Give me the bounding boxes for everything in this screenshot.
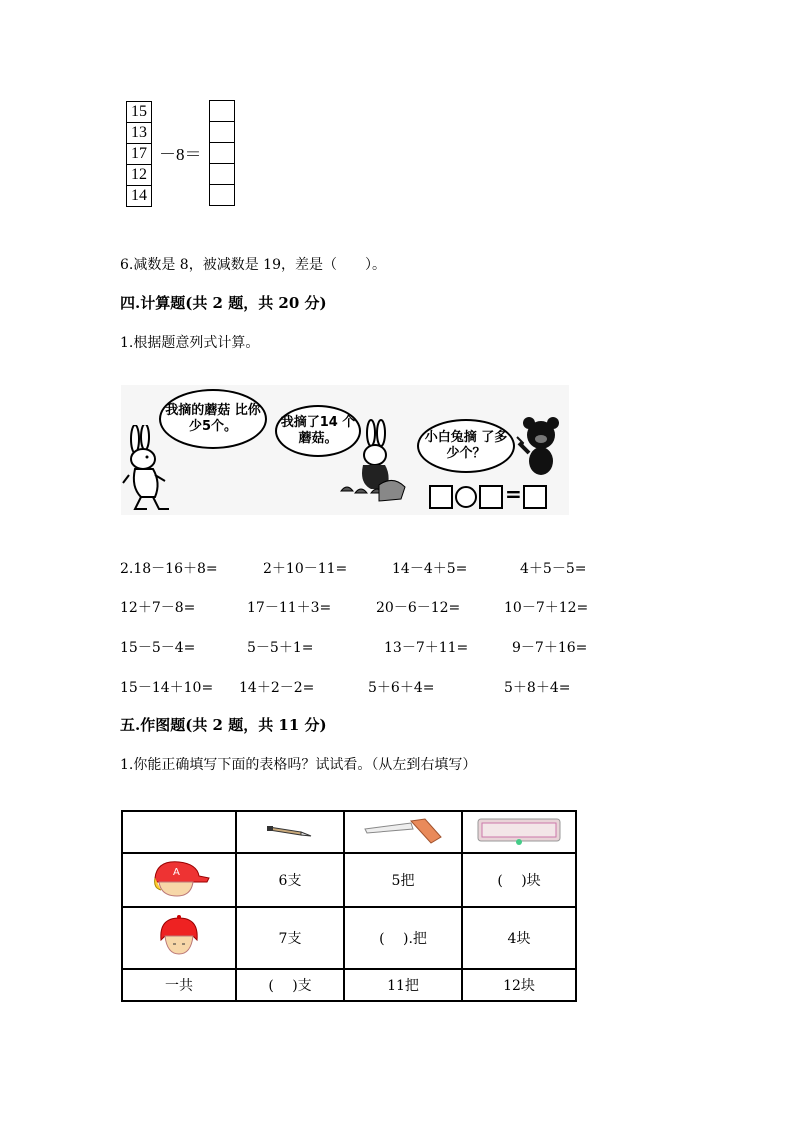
story-illustration (121, 385, 569, 515)
speech-bubble-1: 我摘的蘑菇 比你少5个。 (159, 389, 267, 449)
row-label-cell (122, 907, 236, 969)
operator-circle[interactable] (455, 486, 477, 508)
speech-bubble-3: 小白兔摘 了多少个？ (417, 419, 515, 473)
calc-item: 10－7＋12= (504, 600, 589, 616)
calc-item: 4＋5－5= (520, 561, 587, 577)
answer-box[interactable] (209, 121, 235, 142)
question-6: 6.减数是 8，被减数是 19，差是（ ）。 (120, 257, 386, 273)
calc-item: 17－11＋3= (247, 600, 332, 616)
table-cell: 7支 (236, 907, 344, 969)
rabbit-mushrooms-icon (335, 419, 419, 505)
pencil-icon (265, 822, 315, 838)
equation-box[interactable] (429, 485, 453, 509)
row-label-cell: 一共 (122, 969, 236, 1001)
equals-sign: = (505, 482, 522, 506)
calc-item: 5－5＋1= (247, 640, 314, 656)
speech-bubble-2: 我摘了14 个蘑菇。 (275, 405, 361, 457)
calc-item: 5＋6＋4= (368, 680, 435, 696)
calc-item: 2.18－16＋8= (120, 561, 218, 577)
fill-in-table (121, 810, 577, 1002)
row-label-cell (122, 853, 236, 907)
svg-text:A: A (173, 867, 180, 878)
section-4-question-1: 1.根据题意列式计算。 (120, 335, 260, 351)
answer-box[interactable] (209, 100, 235, 121)
table-cell: 11把 (344, 969, 462, 1001)
table-cell[interactable]: ( )块 (462, 853, 576, 907)
table-corner-cell (122, 811, 236, 853)
calc-item: 12＋7－8= (120, 600, 196, 616)
answer-box[interactable] (209, 163, 235, 184)
calc-item: 13－7＋11= (384, 640, 469, 656)
calc-item: 5＋8＋4= (504, 680, 571, 696)
equation-box[interactable] (523, 485, 547, 509)
rabbit-left-icon (121, 425, 177, 513)
calc-item: 15－5－4= (120, 640, 196, 656)
minuend-cell: 17 (126, 143, 152, 164)
calc-item: 20－6－12= (376, 600, 461, 616)
answer-box[interactable] (209, 142, 235, 163)
calc-item: 14－4＋5= (392, 561, 468, 577)
calc-item: 9－7＋16= (512, 640, 588, 656)
minuend-cell: 13 (126, 122, 152, 143)
minuend-cell: 14 (126, 185, 152, 207)
pencil-case-icon (474, 815, 564, 845)
table-header-cell (344, 811, 462, 853)
calc-item: 14＋2－2= (239, 680, 315, 696)
minuend-cell: 15 (126, 101, 152, 122)
operator-label: －8＝ (159, 145, 202, 164)
calc-item: 15－14＋10= (120, 680, 214, 696)
table-header-cell (236, 811, 344, 853)
pocket-knife-icon (361, 815, 445, 845)
bear-icon (515, 413, 567, 477)
calc-item: 2＋10－11= (263, 561, 348, 577)
table-cell: 6支 (236, 853, 344, 907)
boy-cap-avatar-icon (147, 858, 211, 898)
section-5-question-1: 1.你能正确填写下面的表格吗？试试看。（从左到右填写） (120, 757, 477, 773)
minuend-cell: 12 (126, 164, 152, 185)
table-cell: 12块 (462, 969, 576, 1001)
table-cell: 5把 (344, 853, 462, 907)
section-5-heading: 五.作图题(共 2 题，共 11 分) (120, 716, 327, 734)
section-4-heading: 四.计算题(共 2 题，共 20 分) (120, 294, 327, 312)
table-cell: 4块 (462, 907, 576, 969)
table-cell[interactable]: ( )支 (236, 969, 344, 1001)
equation-box[interactable] (479, 485, 503, 509)
minuend-column (126, 101, 152, 207)
girl-avatar-icon (157, 914, 201, 958)
answer-column (209, 100, 235, 206)
table-cell[interactable]: ( ).把 (344, 907, 462, 969)
answer-box[interactable] (209, 184, 235, 206)
table-header-cell (462, 811, 576, 853)
